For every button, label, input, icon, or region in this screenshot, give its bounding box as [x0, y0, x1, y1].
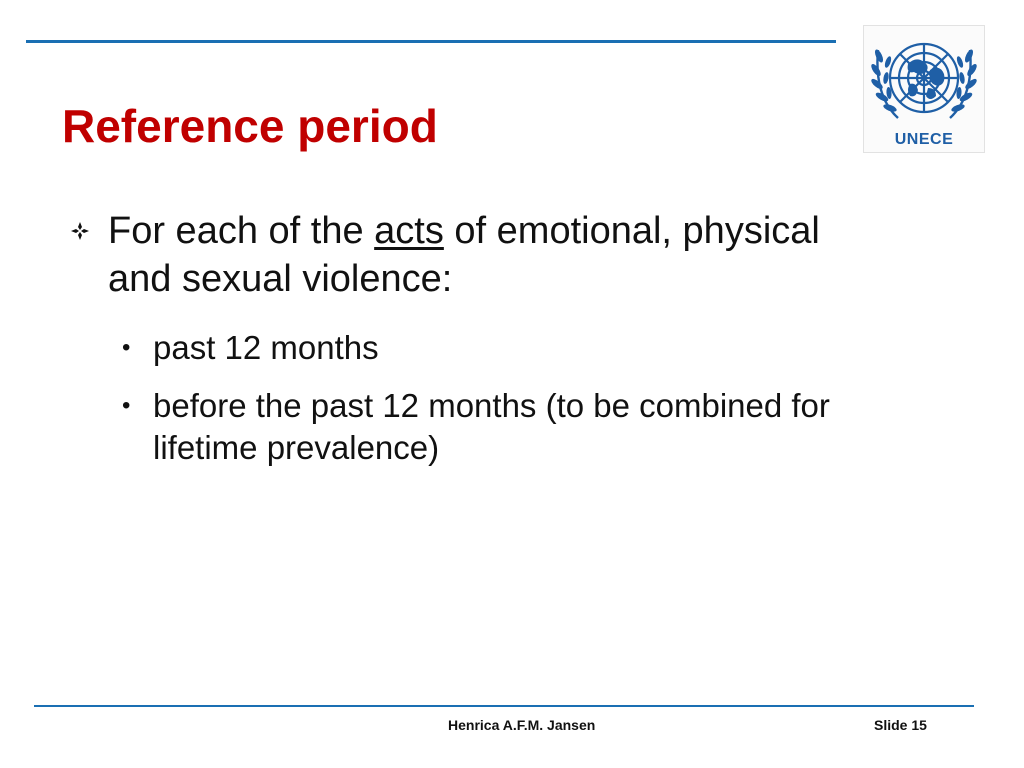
logo-label: UNECE	[894, 131, 954, 148]
diamond-bullet-icon	[70, 221, 90, 241]
main-bullet-emphasis: acts	[374, 210, 444, 252]
un-emblem-icon	[864, 26, 984, 130]
sub-bullet-text: before the past 12 months (to be combined for lifetime prevalence)	[153, 387, 830, 466]
slide-title: Reference period	[62, 100, 438, 152]
main-bullet-before: For each of the	[108, 210, 375, 252]
main-bullet-text	[108, 207, 828, 303]
sub-bullet-text: past 12 months	[153, 329, 379, 366]
bullet-dot-icon: •	[122, 334, 131, 361]
main-bullet-after: of emotional, physical and sexual violence:	[108, 210, 820, 300]
footer-author: Henrica A.F.M. Jansen	[448, 717, 596, 733]
top-divider	[26, 40, 836, 43]
bullet-dot-icon: •	[122, 392, 131, 419]
unece-logo	[863, 25, 985, 153]
bottom-divider	[34, 705, 974, 707]
slide-number: Slide 15	[874, 717, 927, 733]
